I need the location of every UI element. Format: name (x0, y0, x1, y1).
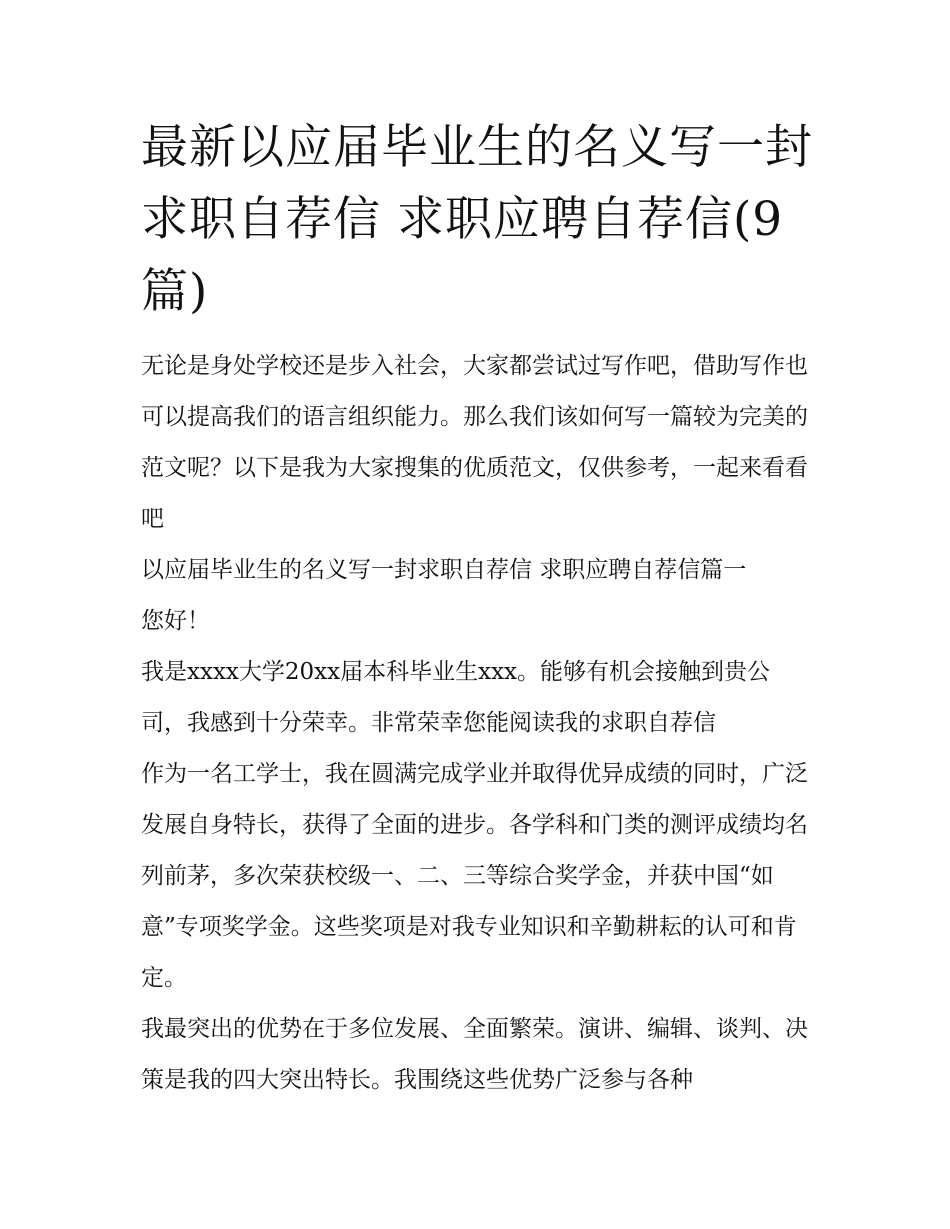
intro-paragraph: 无论是身处学校还是步入社会，大家都尝试过写作吧，借助写作也可以提高我们的语言组织能力。那么我们该如何写一篇较为完美的范文呢？以下是我为大家搜集的优质范文，仅供参考，一起来看看吧 (141, 353, 808, 532)
greeting: 您好！ (141, 608, 210, 634)
document-page (141, 112, 813, 1106)
body-paragraph: 作为一名工学士，我在圆满完成学业并取得优异成绩的同时，广泛发展自身特长，获得了全面的进步。各学科和门类的测评成绩均名列前茅，多次荣获校级一、二、三等综合奖学金，并获中国“如意”专项奖学金。这些奖项是对我专业知识和辛勤耕耘的认可和肯定。 (141, 761, 808, 991)
body-paragraph: 我最突出的优势在于多位发展、全面繁荣。演讲、编辑、谈判、决策是我的四大突出特长。我围绕这些优势广泛参与各种 (141, 1016, 808, 1093)
section-heading: 以应届毕业生的名义写一封求职自荐信 求职应聘自荐信篇一 (141, 557, 747, 583)
document-body (141, 341, 813, 1106)
document-title: 最新以应届毕业生的名义写一封求职自荐信 求职应聘自荐信(9篇) (141, 120, 813, 319)
body-paragraph: 我是xxxx大学20xx届本科毕业生xxx。能够有机会接触到贵公司，我感到十分荣幸。非常荣幸您能阅读我的求职自荐信 (141, 659, 771, 736)
